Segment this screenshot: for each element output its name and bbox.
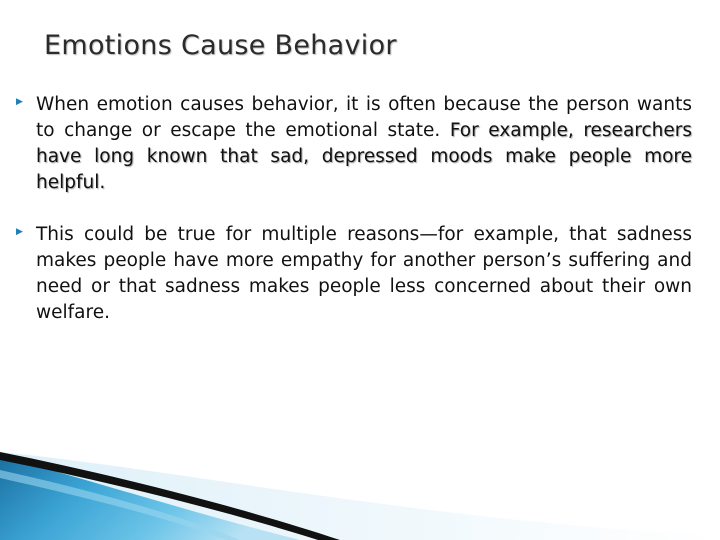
slide-title: Emotions Cause Behavior: [44, 30, 397, 61]
bullet-emphasis: For example, researchers have long known that sad, depressed moods make people more helpful.: [36, 120, 693, 193]
bullet-body: This could be true for multiple reasons—for example, that sadness makes people have more empathy for another person’s suffering and need or that sadness makes people less concerned about their own welfare.: [36, 224, 692, 323]
triangle-bullet-icon: ▶: [16, 227, 23, 237]
triangle-bullet-icon: ▶: [16, 97, 23, 107]
bullet-body: When emotion causes behavior, it is often because the person wants to change or escape the emotional state.: [36, 94, 692, 141]
